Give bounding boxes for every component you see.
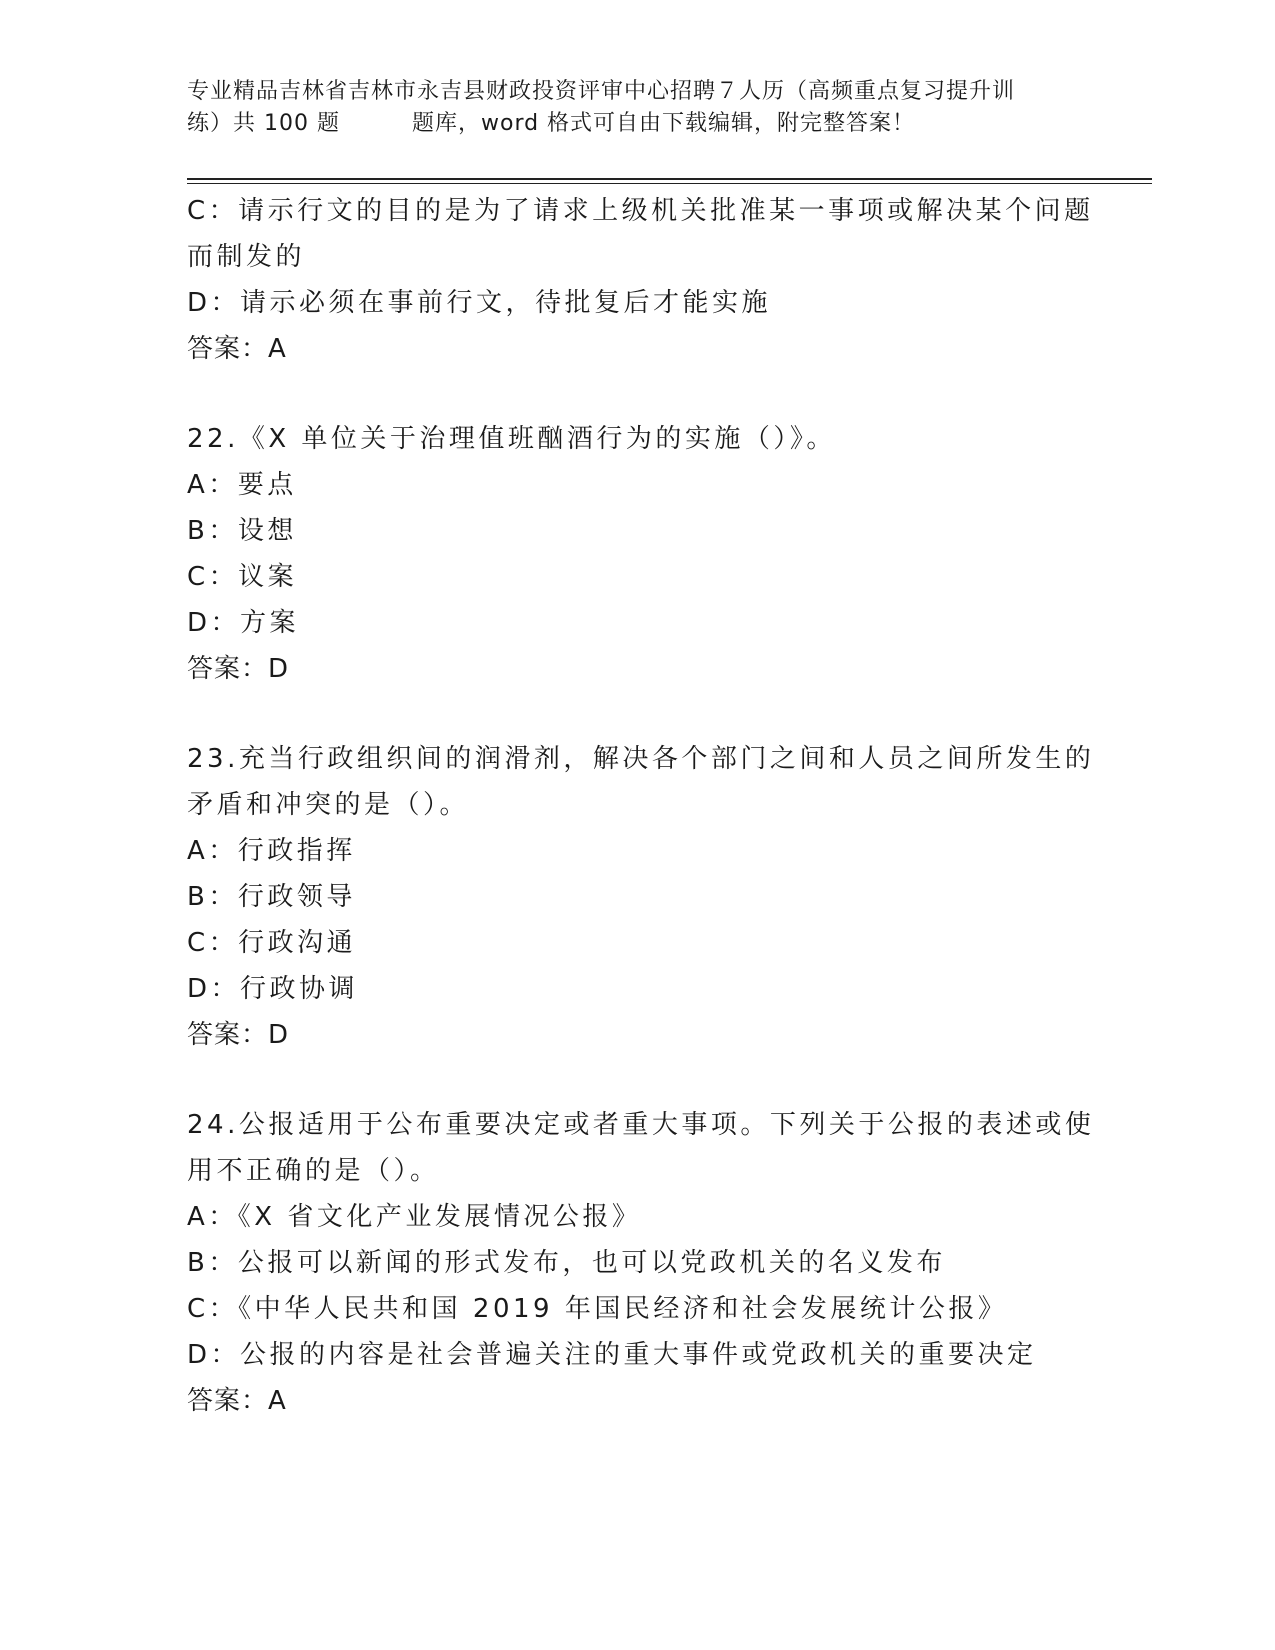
answer: 答案：D [187, 1020, 290, 1050]
option-b: B：设想 [187, 516, 297, 546]
header-rule-thick [187, 178, 1152, 180]
document-body [187, 188, 1095, 1424]
header-line-1: 专业精品吉林省吉林市永吉县财政投资评审中心招聘７人历（高频重点复习提升训 [187, 79, 1016, 104]
option-c-line-2: 而制发的 [187, 242, 306, 272]
option-a: A：《X 省文化产业发展情况公报》 [187, 1202, 642, 1232]
question-stem-line-2: 矛盾和冲突的是（）。 [187, 790, 470, 820]
question-fragment [187, 188, 1094, 372]
question-22 [187, 416, 1087, 692]
answer: 答案：D [187, 654, 290, 684]
question-23 [187, 736, 1095, 1058]
option-b: B：行政领导 [187, 882, 356, 912]
option-d: D：方案 [187, 608, 300, 638]
header-rule-thin [187, 183, 1152, 184]
question-stem-line-1: 23.充当行政组织间的润滑剂，解决各个部门之间和人员之间所发生的 [187, 744, 1095, 774]
question-stem-line-2: 用不正确的是（）。 [187, 1156, 440, 1186]
option-c: C：行政沟通 [187, 928, 357, 958]
question-24 [187, 1102, 1095, 1424]
option-c: C：议案 [187, 562, 298, 592]
answer: 答案：A [187, 1386, 287, 1416]
question-stem: 22.《X 单位关于治理值班酗酒行为的实施（）》。 [187, 424, 836, 454]
option-d: D：请示必须在事前行文，待批复后才能实施 [187, 288, 772, 318]
option-d: D：行政协调 [187, 974, 359, 1004]
option-a: A：要点 [187, 470, 297, 500]
option-a: A：行政指挥 [187, 836, 356, 866]
header-line-2-part-2: 题库，word 格式可自由下载编辑，附完整答案！ [411, 111, 916, 136]
option-b: B：公报可以新闻的形式发布，也可以党政机关的名义发布 [187, 1248, 946, 1278]
answer: 答案：A [187, 334, 287, 364]
question-stem-line-1: 24.公报适用于公布重要决定或者重大事项。下列关于公报的表述或使 [187, 1110, 1095, 1140]
header-line-2-part-1: 练）共 100 题 [187, 111, 340, 136]
option-c: C：《中华人民共和国 2019 年国民经济和社会发展统计公报》 [187, 1294, 1008, 1324]
document-header [187, 76, 1087, 140]
option-c-line-1: C：请示行文的目的是为了请求上级机关批准某一事项或解决某个问题 [187, 196, 1094, 226]
header-line-2 [187, 108, 1087, 140]
option-d: D：公报的内容是社会普遍关注的重大事件或党政机关的重要决定 [187, 1340, 1037, 1370]
